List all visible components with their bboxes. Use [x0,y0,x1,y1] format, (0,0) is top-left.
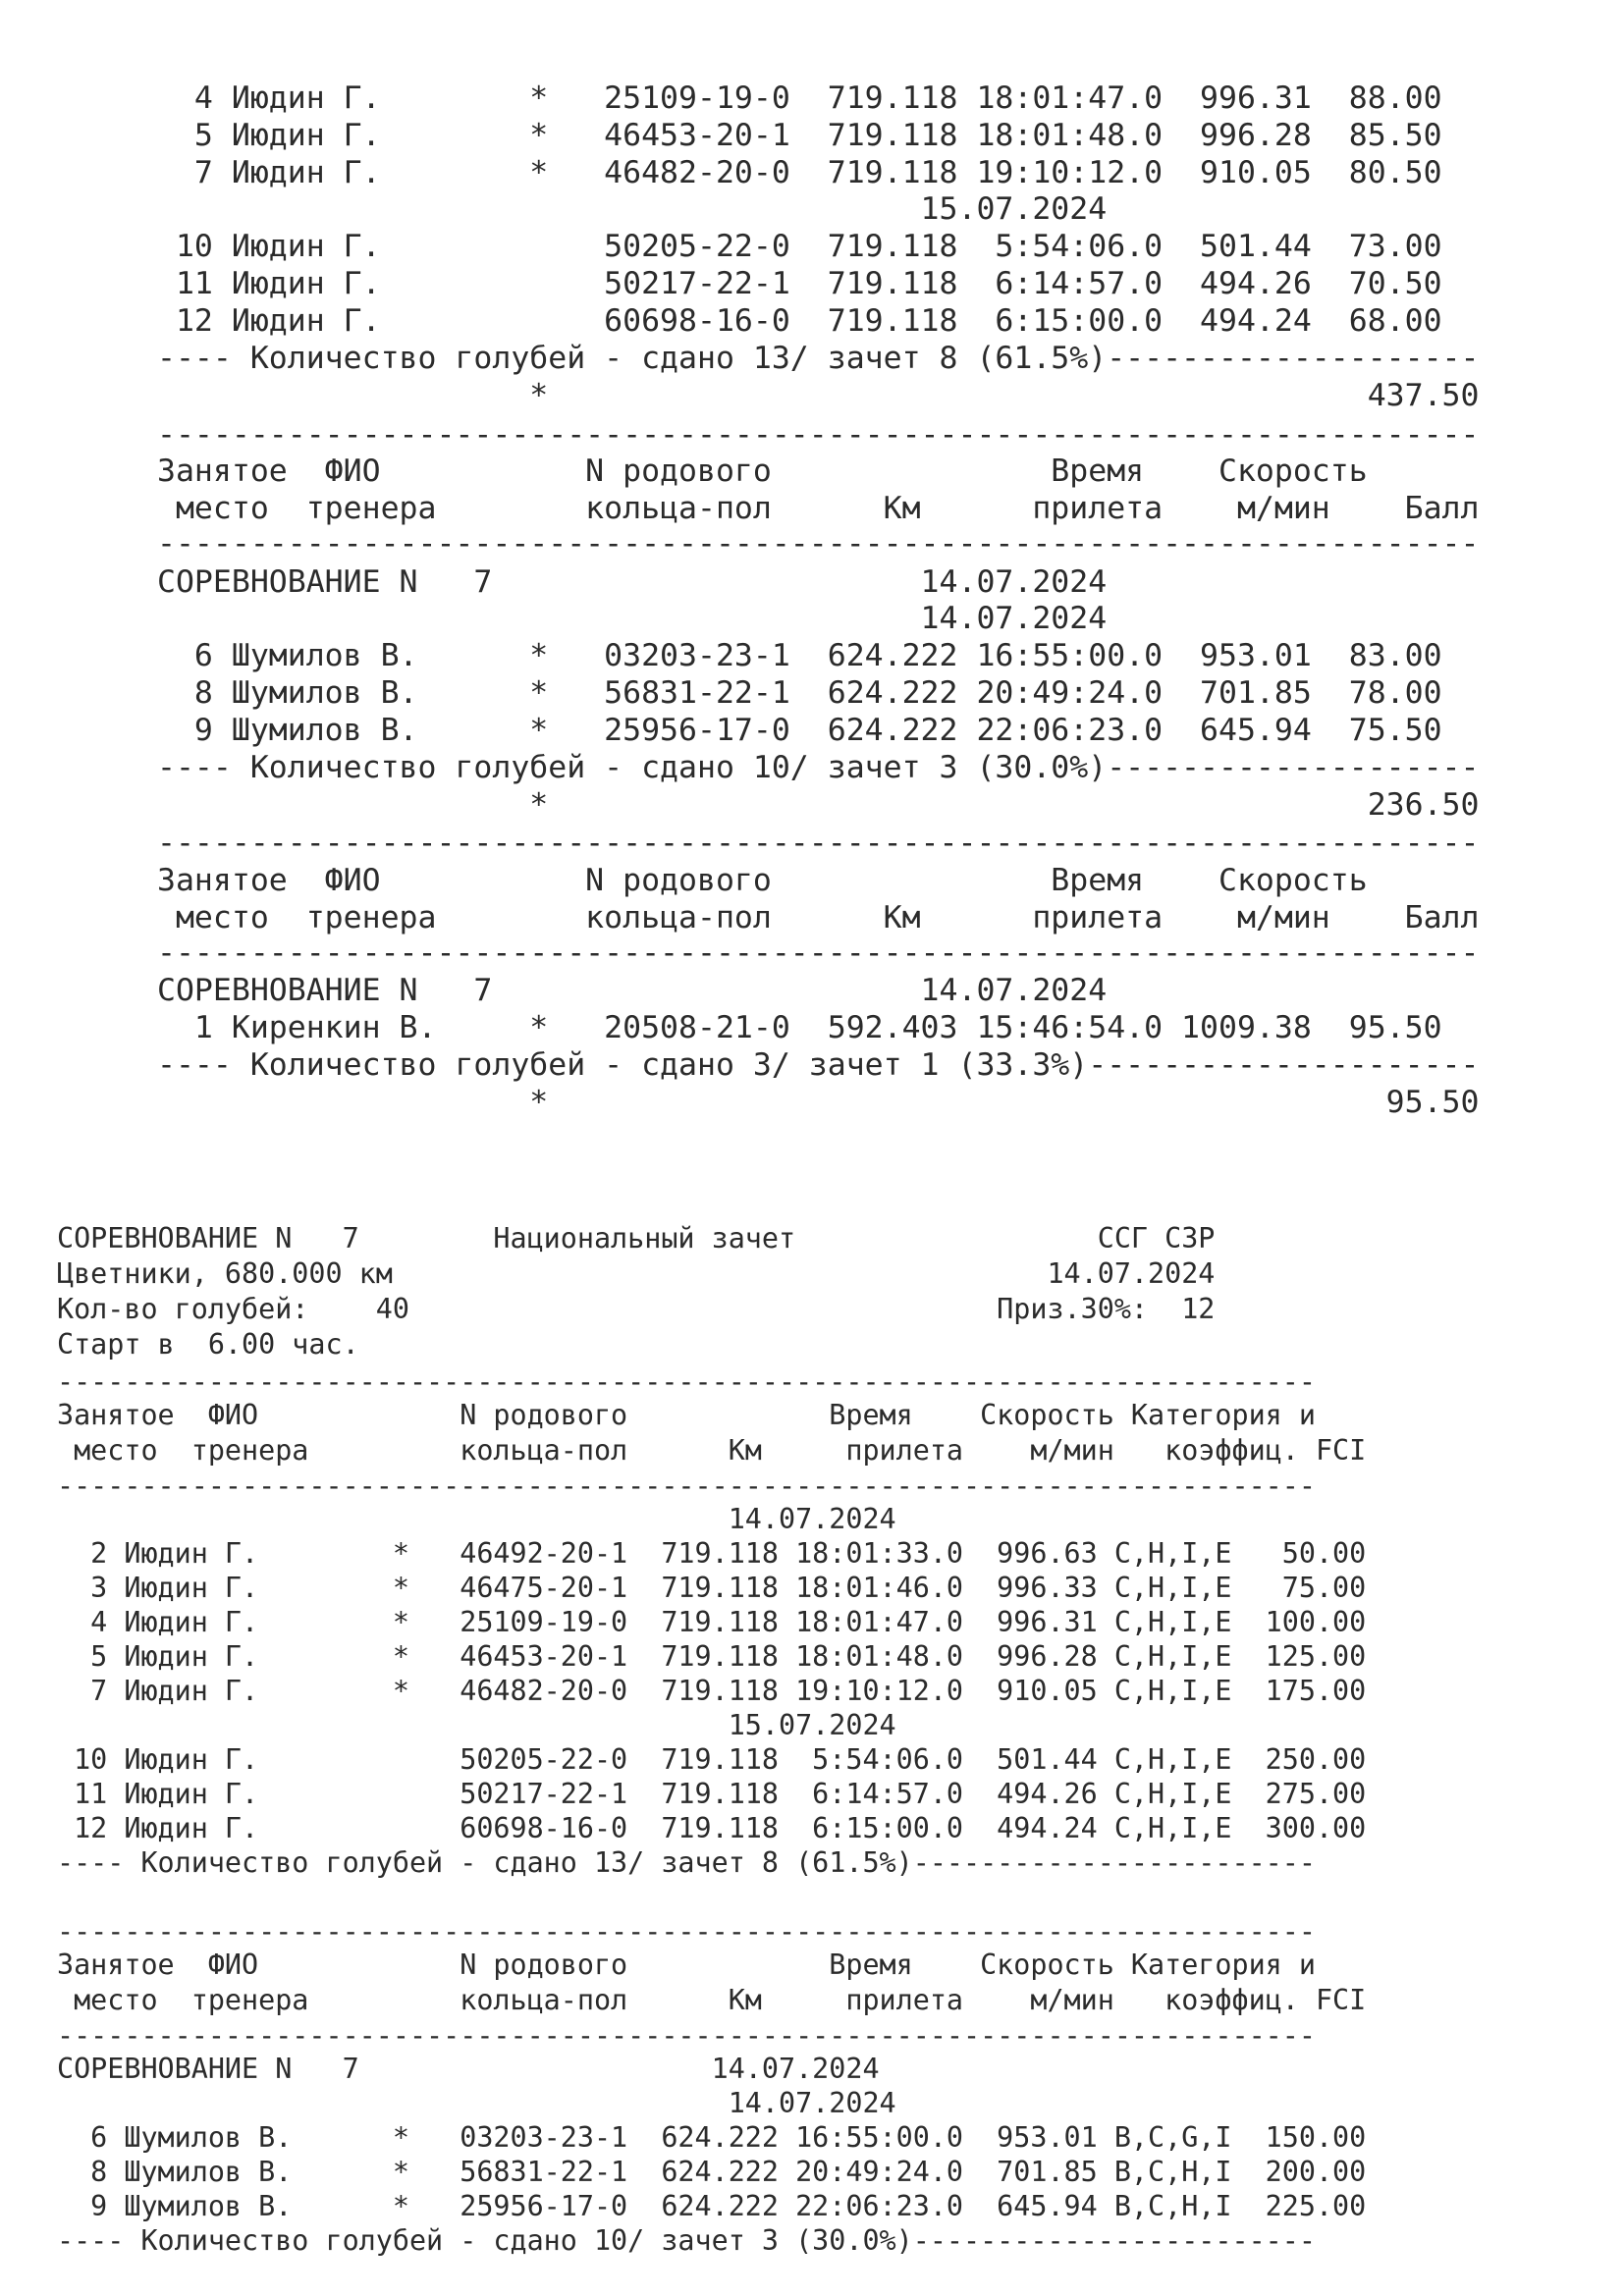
divider: ----------------------------------------------------------------------- [157,826,1480,861]
total-line: * 437.50 [157,378,1480,413]
pigeon-count: Кол-во голубей: 40 Приз.30%: 12 [57,1293,1216,1325]
competition-title: СОРЕВНОВАНИЕ N 7 14.07.2024 [57,2053,880,2085]
divider: ----------------------------------------------------------------------- [157,417,1480,453]
date-line: 15.07.2024 [57,1709,896,1741]
start-time: Старт в 6.00 час. [57,1328,359,1361]
summary-line: ---- Количество голубей - сдано 13/ зачет 8 (61.5%)------------------------ [57,1846,1316,1879]
result-row: 3 Июдин Г. * 46475-20-1 719.118 18:01:46.0 996.33 C,H,I,E 75.00 [57,1572,1367,1604]
result-row: 7 Июдин Г. * 46482-20-0 719.118 19:10:12.0 910.05 80.50 [157,155,1442,190]
race-location: Цветники, 680.000 км 14.07.2024 [57,1257,1216,1290]
result-row: 9 Шумилов В. * 25956-17-0 624.222 22:06:23.0 645.94 75.50 [157,713,1442,748]
date-line: 14.07.2024 [57,2087,896,2119]
result-row: 11 Июдин Г. 50217-22-1 719.118 6:14:57.0 494.26 C,H,I,E 275.00 [57,1778,1367,1810]
divider: ----------------------------------------------------------------------- [157,935,1480,971]
result-row: 4 Июдин Г. * 25109-19-0 719.118 18:01:47.0 996.31 88.00 [157,80,1442,116]
competition-title: СОРЕВНОВАНИЕ N 7 Национальный зачет ССГ СЗР [57,1222,1216,1255]
result-row: 8 Шумилов В. * 56831-22-1 624.222 20:49:24.0 701.85 78.00 [157,675,1442,711]
column-header: место тренера кольца-пол Км прилета м/мин коэффиц. FCI [57,1434,1367,1467]
result-row: 6 Шумилов В. * 03203-23-1 624.222 16:55:00.0 953.01 B,C,G,I 150.00 [57,2121,1367,2154]
result-row: 11 Июдин Г. 50217-22-1 719.118 6:14:57.0 494.26 70.50 [157,266,1442,301]
result-row: 12 Июдин Г. 60698-16-0 719.118 6:15:00.0 494.24 68.00 [157,303,1442,339]
result-row: 5 Июдин Г. * 46453-20-1 719.118 18:01:48.0 996.28 85.50 [157,118,1442,153]
column-header: Занятое ФИО N родового Время Скорость Категория и [57,1399,1316,1431]
result-row: 5 Июдин Г. * 46453-20-1 719.118 18:01:48.0 996.28 C,H,I,E 125.00 [57,1640,1367,1673]
column-header: место тренера кольца-пол Км прилета м/мин коэффиц. FCI [57,1984,1367,2016]
date-line: 14.07.2024 [157,601,1108,636]
result-row: 12 Июдин Г. 60698-16-0 719.118 6:15:00.0 494.24 C,H,I,E 300.00 [57,1812,1367,1844]
divider: ----------------------------------------------------------------------- [157,526,1480,561]
total-line: * 95.50 [157,1085,1480,1120]
result-row: 7 Июдин Г. * 46482-20-0 719.118 19:10:12.0 910.05 C,H,I,E 175.00 [57,1675,1367,1707]
column-header: место тренера кольца-пол Км прилета м/мин Балл [157,491,1480,526]
result-row: 6 Шумилов В. * 03203-23-1 624.222 16:55:00.0 953.01 83.00 [157,638,1442,673]
divider: --------------------------------------------------------------------------- [57,1469,1316,1502]
summary-line: ---- Количество голубей - сдано 13/ зачет 8 (61.5%)-------------------- [157,341,1480,376]
result-row: 8 Шумилов В. * 56831-22-1 624.222 20:49:24.0 701.85 B,C,H,I 200.00 [57,2156,1367,2188]
competition-title: СОРЕВНОВАНИЕ N 7 14.07.2024 [157,973,1108,1008]
result-row: 10 Июдин Г. 50205-22-0 719.118 5:54:06.0 501.44 73.00 [157,229,1442,264]
column-header: Занятое ФИО N родового Время Скорость [157,454,1368,489]
divider: --------------------------------------------------------------------------- [57,1915,1316,1948]
column-header: Занятое ФИО N родового Время Скорость [157,863,1368,898]
summary-line: ---- Количество голубей - сдано 3/ зачет 1 (33.3%)--------------------- [157,1047,1480,1083]
summary-line: ---- Количество голубей - сдано 10/ зачет 3 (30.0%)-------------------- [157,750,1480,785]
result-row: 1 Киренкин В. * 20508-21-0 592.403 15:46:54.0 1009.38 95.50 [157,1010,1442,1045]
date-line: 15.07.2024 [157,191,1108,227]
column-header: место тренера кольца-пол Км прилета м/мин Балл [157,900,1480,935]
total-line: * 236.50 [157,787,1480,823]
competition-title: СОРЕВНОВАНИЕ N 7 14.07.2024 [157,564,1108,600]
result-row: 4 Июдин Г. * 25109-19-0 719.118 18:01:47.0 996.31 C,H,I,E 100.00 [57,1606,1367,1638]
divider: --------------------------------------------------------------------------- [57,2019,1316,2052]
result-row: 9 Шумилов В. * 25956-17-0 624.222 22:06:23.0 645.94 B,C,H,I 225.00 [57,2190,1367,2222]
summary-line: ---- Количество голубей - сдано 10/ зачет 3 (30.0%)------------------------ [57,2224,1316,2257]
divider: --------------------------------------------------------------------------- [57,1365,1316,1398]
column-header: Занятое ФИО N родового Время Скорость Категория и [57,1949,1316,1981]
result-row: 10 Июдин Г. 50205-22-0 719.118 5:54:06.0 501.44 C,H,I,E 250.00 [57,1743,1367,1776]
date-line: 14.07.2024 [57,1503,896,1535]
result-row: 2 Июдин Г. * 46492-20-1 719.118 18:01:33.0 996.63 C,H,I,E 50.00 [57,1537,1367,1570]
